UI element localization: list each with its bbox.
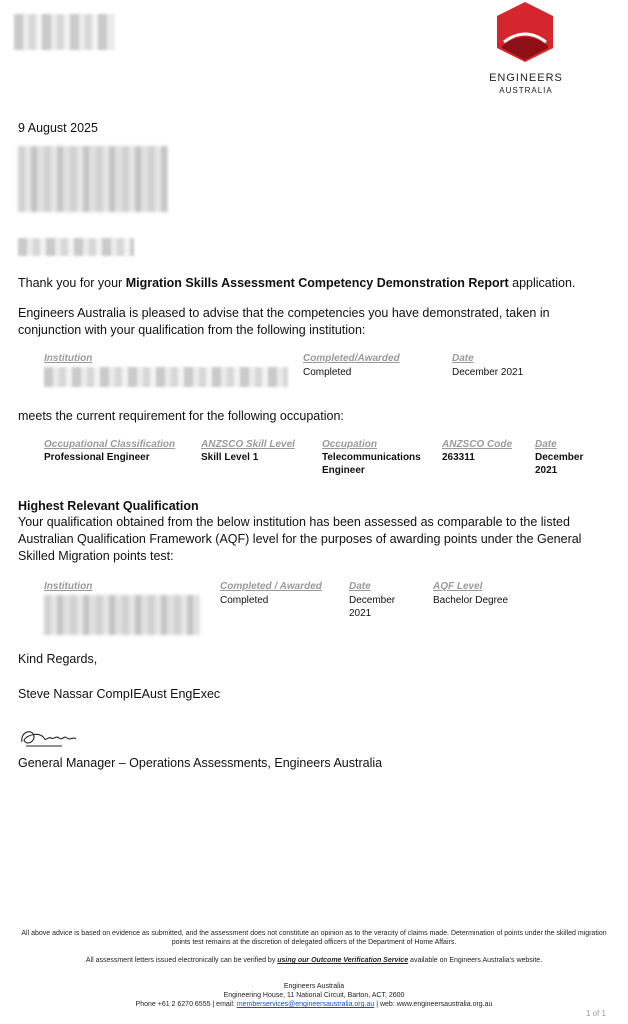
- verification-service-link[interactable]: using our Outcome Verification Service: [277, 957, 409, 964]
- t2-header-code: ANZSCO Code: [442, 439, 512, 450]
- hrq-title: Highest Relevant Qualification: [18, 499, 199, 513]
- hrq-text: Your qualification obtained from the below institution has been assessed as comparable to the listed Australian Qualification Framework (AQF) level for the purposes of awarding points under the General Skilled Migration points test:: [18, 515, 582, 563]
- signer-name: Steve Nassar CompIEAust EngExec: [18, 687, 221, 701]
- logo-line2: AUSTRALIA: [499, 86, 553, 95]
- signature-image: [18, 726, 82, 752]
- t1-header-institution: Institution: [44, 353, 93, 364]
- t2-code-value: 263311: [442, 452, 475, 463]
- t3-date-value: December 2021: [349, 595, 396, 619]
- engineers-australia-logo: [490, 0, 570, 100]
- logo-line1: ENGINEERS: [489, 72, 563, 84]
- redacted-institution-2: [44, 595, 200, 635]
- signer-title: General Manager – Operations Assessments, Engineers Australia: [18, 756, 383, 770]
- hexagon-logo-icon: [490, 0, 570, 68]
- email-link[interactable]: memberservices@engineersaustralia.org.au: [236, 1001, 375, 1008]
- redacted-reference: [14, 14, 114, 50]
- t1-header-date: Date: [452, 353, 474, 364]
- t3-header-completed: Completed / Awarded: [220, 581, 322, 592]
- t3-header-aqf: AQF Level: [433, 581, 483, 592]
- verify-pre: All assessment letters issued electronically can be verified by: [85, 957, 278, 964]
- redacted-addressee: [18, 146, 168, 212]
- contact-post: | web: www.engineersaustralia.org.au: [374, 1001, 493, 1008]
- t3-header-institution: Institution: [44, 581, 93, 592]
- paragraph-competencies: Engineers Australia is pleased to advise that the competencies you have demonstrated, taken in conjunction with your qualification from the following institution:: [18, 306, 550, 337]
- redacted-institution: [44, 367, 288, 387]
- t1-date-value: December 2021: [452, 367, 524, 378]
- t2-classification-value: Professional Engineer: [44, 452, 150, 463]
- t2-skill-level-value: Skill Level 1: [201, 452, 259, 463]
- closing: Kind Regards,: [18, 652, 98, 666]
- redacted-reference-number: [18, 238, 134, 256]
- intro-bold: Migration Skills Assessment Competency Demonstration Report: [125, 276, 509, 290]
- intro-post: application.: [508, 276, 576, 290]
- intro-text: [18, 275, 618, 292]
- verify-post: available on Engineers Australia's website.: [408, 957, 543, 964]
- page-number: 1 of 1: [585, 1009, 606, 1018]
- t2-header-occupation: Occupation: [322, 439, 378, 450]
- t2-header-classification: Occupational Classification: [44, 439, 176, 450]
- footer-address: Engineering House, 11 National Circuit, Barton, ACT, 2600: [223, 992, 405, 999]
- t1-header-completed: Completed/Awarded: [303, 353, 400, 364]
- t2-occupation-value: Telecommunications Engineer: [322, 452, 421, 476]
- t1-completed-value: Completed: [303, 367, 352, 378]
- footer-disclaimer: All above advice is based on evidence as submitted, and the assessment does not constitute an opinion as to the veracity of claims made. Determination of points under the skilled migration points test remains at the discretion of delegated officers of the Department of Home Affairs.: [21, 930, 607, 946]
- letter-date: 9 August 2025: [18, 121, 98, 135]
- t2-header-skill-level: ANZSCO Skill Level: [201, 439, 295, 450]
- footer-contact: [16, 1000, 612, 1009]
- t3-completed-value: Completed: [220, 595, 269, 606]
- footer-org: Engineers Australia: [283, 983, 345, 990]
- t2-header-date: Date: [535, 439, 557, 450]
- footer-verify: [16, 956, 612, 965]
- paragraph-occupation: meets the current requirement for the following occupation:: [18, 409, 344, 423]
- contact-pre: Phone +61 2 6270 6555 | email:: [135, 1001, 237, 1008]
- intro-pre: Thank you for your: [18, 276, 126, 290]
- t2-date-value: December 2021: [535, 452, 584, 476]
- t3-aqf-value: Bachelor Degree: [433, 595, 509, 606]
- t3-header-date: Date: [349, 581, 371, 592]
